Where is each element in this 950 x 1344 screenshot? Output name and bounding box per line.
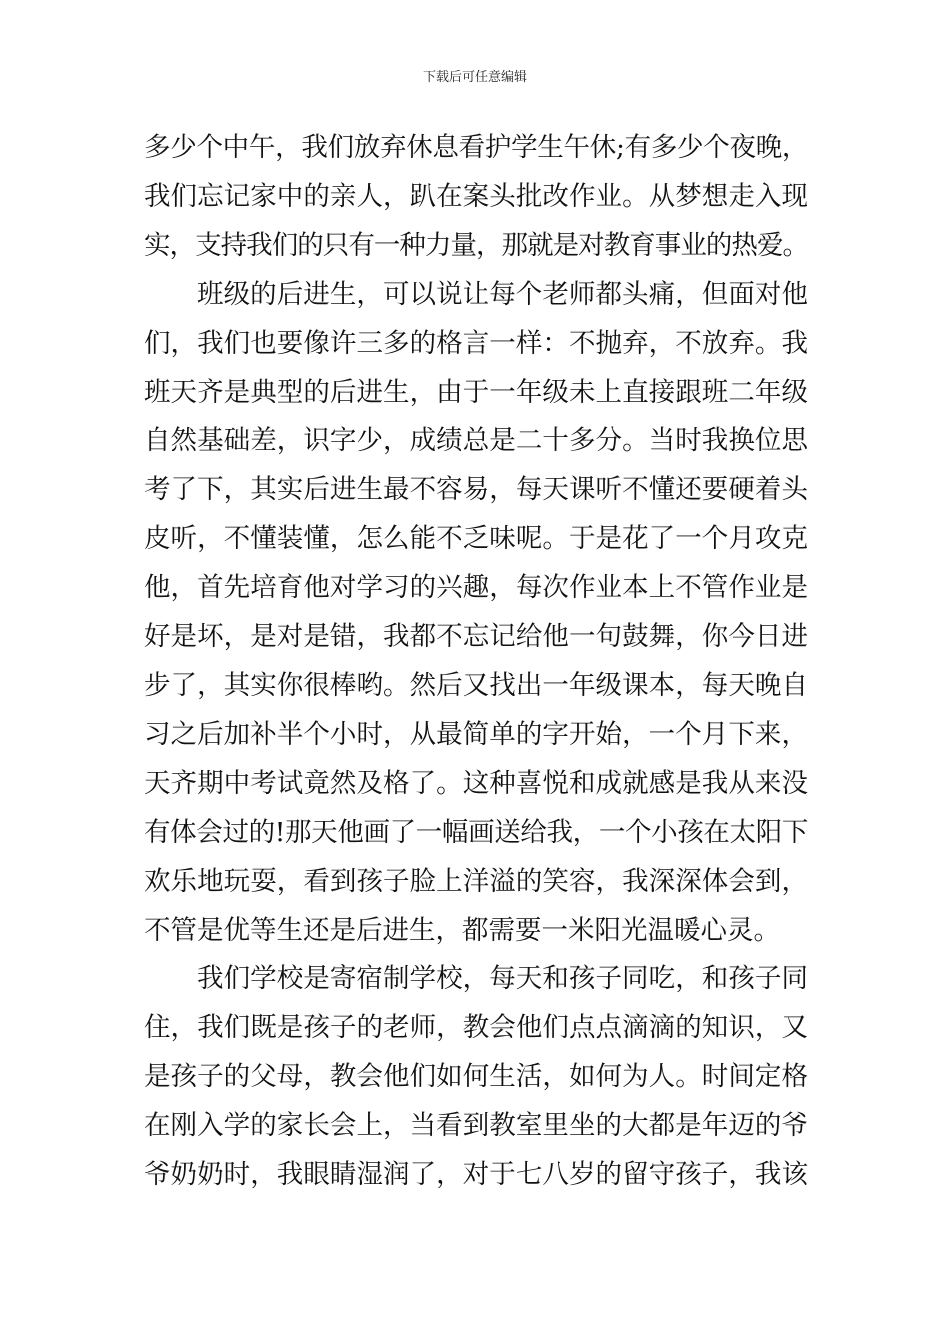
text-line: 天齐期中考试竟然及格了。这种喜悦和成就感是我从来没 [144, 767, 808, 799]
text-line: 自然基础差，识字少，成绩总是二十多分。当时我换位思 [144, 425, 808, 457]
text-line: 我们忘记家中的亲人，趴在案头批改作业。从梦想走入现 [144, 180, 808, 212]
text-line: 皮听，不懂装懂，怎么能不乏味呢。于是花了一个月攻克 [144, 523, 808, 555]
text-line: 班级的后进生，可以说让每个老师都头痛，但面对他 [197, 278, 808, 310]
text-line: 他，首先培育他对学习的兴趣，每次作业本上不管作业是 [144, 572, 808, 604]
text-line: 考了下，其实后进生最不容易，每天课听不懂还要硬着头 [144, 474, 808, 506]
text-line: 是孩子的父母，教会他们如何生活，如何为人。时间定格 [144, 1061, 808, 1093]
text-line: 我们学校是寄宿制学校，每天和孩子同吃，和孩子同 [197, 963, 808, 995]
text-line: 班天齐是典型的后进生，由于一年级未上直接跟班二年级 [144, 376, 808, 408]
text-line: 们，我们也要像许三多的格言一样：不抛弃，不放弃。我 [144, 327, 808, 359]
text-line: 多少个中午，我们放弃休息看护学生午休;有多少个夜晚， [144, 132, 808, 163]
paragraph-3 [144, 955, 808, 1200]
page-header: 下载后可任意编辑 [422, 70, 527, 85]
text-line: 习之后加补半个小时，从最简单的字开始，一个月下来， [144, 718, 808, 750]
paragraph-2 [144, 271, 808, 956]
text-line: 不管是优等生还是后进生，都需要一米阳光温暖心灵。 [144, 914, 780, 946]
text-line: 爷奶奶时，我眼睛湿润了，对于七八岁的留守孩子，我该 [144, 1159, 808, 1191]
text-line: 在刚入学的家长会上，当看到教室里坐的大都是年迈的爷 [144, 1110, 808, 1142]
text-line: 住，我们既是孩子的老师，教会他们点点滴滴的知识，又 [144, 1012, 808, 1044]
text-line: 步了，其实你很棒哟。然后又找出一年级课本，每天晚自 [144, 669, 808, 701]
text-line: 实，支持我们的只有一种力量，那就是对教育事业的热爱。 [144, 229, 808, 261]
text-line: 好是坏，是对是错，我都不忘记给他一句鼓舞，你今日进 [144, 621, 808, 653]
text-line: 有体会过的!那天他画了一幅画送给我，一个小孩在太阳下 [144, 816, 808, 848]
text-line: 欢乐地玩耍，看到孩子脸上洋溢的笑容，我深深体会到， [144, 865, 808, 897]
document-body [144, 124, 808, 1200]
paragraph-1 [144, 124, 808, 271]
